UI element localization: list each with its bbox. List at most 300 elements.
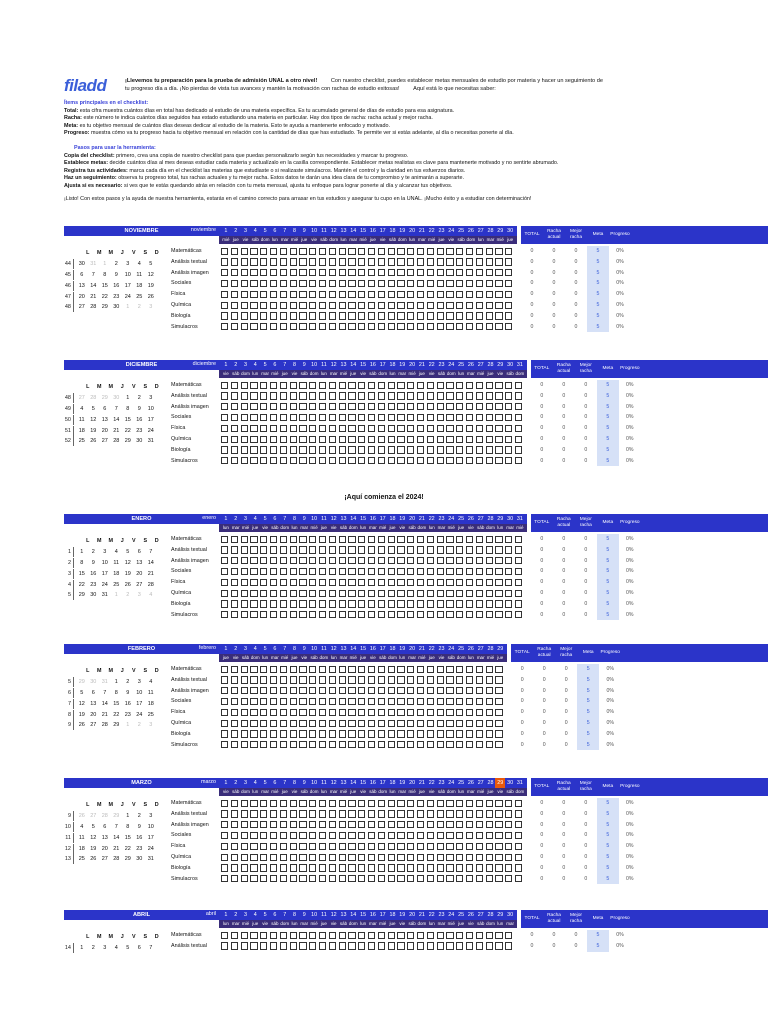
day-checkbox[interactable] xyxy=(358,720,365,727)
day-checkbox[interactable] xyxy=(299,810,306,817)
day-checkbox[interactable] xyxy=(495,832,502,839)
day-checkbox[interactable] xyxy=(427,832,434,839)
day-checkbox[interactable] xyxy=(250,687,257,694)
day-checkbox[interactable] xyxy=(368,269,375,276)
day-checkbox[interactable] xyxy=(417,720,424,727)
day-checkbox[interactable] xyxy=(280,720,287,727)
day-checkbox[interactable] xyxy=(397,821,404,828)
day-checkbox[interactable] xyxy=(446,536,453,543)
day-checkbox[interactable] xyxy=(221,821,228,828)
day-checkbox[interactable] xyxy=(299,864,306,871)
day-checkbox[interactable] xyxy=(319,600,326,607)
day-checkbox[interactable] xyxy=(231,280,238,287)
day-checkbox[interactable] xyxy=(309,392,316,399)
day-checkbox[interactable] xyxy=(515,557,522,564)
day-checkbox[interactable] xyxy=(466,821,473,828)
day-checkbox[interactable] xyxy=(299,269,306,276)
day-checkbox[interactable] xyxy=(446,291,453,298)
day-checkbox[interactable] xyxy=(329,687,336,694)
day-checkbox[interactable] xyxy=(348,557,355,564)
day-checkbox[interactable] xyxy=(495,666,502,673)
day-checkbox[interactable] xyxy=(388,536,395,543)
day-checkbox[interactable] xyxy=(329,302,336,309)
day-checkbox[interactable] xyxy=(339,446,346,453)
day-checkbox[interactable] xyxy=(456,248,463,255)
day-checkbox[interactable] xyxy=(486,579,493,586)
day-checkbox[interactable] xyxy=(368,568,375,575)
day-checkbox[interactable] xyxy=(427,720,434,727)
day-checkbox[interactable] xyxy=(280,248,287,255)
day-checkbox[interactable] xyxy=(505,312,512,319)
day-checkbox[interactable] xyxy=(427,600,434,607)
day-checkbox[interactable] xyxy=(309,821,316,828)
day-checkbox[interactable] xyxy=(250,730,257,737)
day-checkbox[interactable] xyxy=(378,546,385,553)
day-checkbox[interactable] xyxy=(378,810,385,817)
day-checkbox[interactable] xyxy=(290,323,297,330)
day-checkbox[interactable] xyxy=(299,666,306,673)
day-checkbox[interactable] xyxy=(299,800,306,807)
day-checkbox[interactable] xyxy=(505,248,512,255)
day-checkbox[interactable] xyxy=(231,730,238,737)
day-checkbox[interactable] xyxy=(388,864,395,871)
day-checkbox[interactable] xyxy=(407,590,414,597)
day-checkbox[interactable] xyxy=(446,698,453,705)
day-checkbox[interactable] xyxy=(397,698,404,705)
day-checkbox[interactable] xyxy=(270,291,277,298)
day-checkbox[interactable] xyxy=(270,457,277,464)
meta-value[interactable]: 5 xyxy=(597,566,619,577)
day-checkbox[interactable] xyxy=(446,248,453,255)
day-checkbox[interactable] xyxy=(515,810,522,817)
day-checkbox[interactable] xyxy=(397,425,404,432)
day-checkbox[interactable] xyxy=(437,720,444,727)
day-checkbox[interactable] xyxy=(270,821,277,828)
day-checkbox[interactable] xyxy=(388,403,395,410)
day-checkbox[interactable] xyxy=(280,611,287,618)
meta-value[interactable]: 5 xyxy=(597,809,619,820)
day-checkbox[interactable] xyxy=(231,414,238,421)
day-checkbox[interactable] xyxy=(397,436,404,443)
day-checkbox[interactable] xyxy=(339,590,346,597)
day-checkbox[interactable] xyxy=(231,932,238,939)
day-checkbox[interactable] xyxy=(495,843,502,850)
day-checkbox[interactable] xyxy=(368,666,375,673)
day-checkbox[interactable] xyxy=(407,392,414,399)
day-checkbox[interactable] xyxy=(476,269,483,276)
day-checkbox[interactable] xyxy=(446,666,453,673)
day-checkbox[interactable] xyxy=(309,457,316,464)
day-checkbox[interactable] xyxy=(280,546,287,553)
day-checkbox[interactable] xyxy=(309,854,316,861)
day-checkbox[interactable] xyxy=(456,864,463,871)
day-checkbox[interactable] xyxy=(417,600,424,607)
meta-value[interactable]: 5 xyxy=(577,675,599,686)
day-checkbox[interactable] xyxy=(339,821,346,828)
day-checkbox[interactable] xyxy=(309,611,316,618)
day-checkbox[interactable] xyxy=(446,446,453,453)
meta-value[interactable]: 5 xyxy=(597,545,619,556)
meta-value[interactable]: 5 xyxy=(587,257,609,268)
day-checkbox[interactable] xyxy=(437,403,444,410)
day-checkbox[interactable] xyxy=(388,557,395,564)
meta-value[interactable]: 5 xyxy=(587,322,609,333)
day-checkbox[interactable] xyxy=(339,942,346,949)
day-checkbox[interactable] xyxy=(437,302,444,309)
day-checkbox[interactable] xyxy=(270,611,277,618)
day-checkbox[interactable] xyxy=(378,709,385,716)
day-checkbox[interactable] xyxy=(437,269,444,276)
day-checkbox[interactable] xyxy=(368,741,375,748)
day-checkbox[interactable] xyxy=(486,312,493,319)
day-checkbox[interactable] xyxy=(407,536,414,543)
day-checkbox[interactable] xyxy=(407,414,414,421)
day-checkbox[interactable] xyxy=(348,854,355,861)
day-checkbox[interactable] xyxy=(299,536,306,543)
day-checkbox[interactable] xyxy=(348,698,355,705)
day-checkbox[interactable] xyxy=(241,248,248,255)
day-checkbox[interactable] xyxy=(339,536,346,543)
day-checkbox[interactable] xyxy=(417,932,424,939)
day-checkbox[interactable] xyxy=(329,425,336,432)
day-checkbox[interactable] xyxy=(319,730,326,737)
day-checkbox[interactable] xyxy=(358,258,365,265)
day-checkbox[interactable] xyxy=(231,720,238,727)
day-checkbox[interactable] xyxy=(280,687,287,694)
day-checkbox[interactable] xyxy=(388,698,395,705)
day-checkbox[interactable] xyxy=(368,590,375,597)
day-checkbox[interactable] xyxy=(241,741,248,748)
day-checkbox[interactable] xyxy=(456,600,463,607)
day-checkbox[interactable] xyxy=(339,810,346,817)
day-checkbox[interactable] xyxy=(437,579,444,586)
day-checkbox[interactable] xyxy=(505,854,512,861)
day-checkbox[interactable] xyxy=(270,414,277,421)
day-checkbox[interactable] xyxy=(378,676,385,683)
day-checkbox[interactable] xyxy=(270,698,277,705)
day-checkbox[interactable] xyxy=(250,821,257,828)
day-checkbox[interactable] xyxy=(388,676,395,683)
day-checkbox[interactable] xyxy=(486,875,493,882)
day-checkbox[interactable] xyxy=(446,557,453,564)
day-checkbox[interactable] xyxy=(329,854,336,861)
day-checkbox[interactable] xyxy=(437,666,444,673)
day-checkbox[interactable] xyxy=(407,854,414,861)
day-checkbox[interactable] xyxy=(495,269,502,276)
meta-value[interactable]: 5 xyxy=(597,820,619,831)
day-checkbox[interactable] xyxy=(466,720,473,727)
day-checkbox[interactable] xyxy=(417,291,424,298)
day-checkbox[interactable] xyxy=(495,720,502,727)
day-checkbox[interactable] xyxy=(388,720,395,727)
day-checkbox[interactable] xyxy=(260,414,267,421)
day-checkbox[interactable] xyxy=(231,536,238,543)
day-checkbox[interactable] xyxy=(339,709,346,716)
day-checkbox[interactable] xyxy=(290,425,297,432)
day-checkbox[interactable] xyxy=(241,436,248,443)
day-checkbox[interactable] xyxy=(319,269,326,276)
day-checkbox[interactable] xyxy=(437,546,444,553)
day-checkbox[interactable] xyxy=(476,854,483,861)
day-checkbox[interactable] xyxy=(299,302,306,309)
day-checkbox[interactable] xyxy=(476,568,483,575)
day-checkbox[interactable] xyxy=(388,312,395,319)
day-checkbox[interactable] xyxy=(397,709,404,716)
day-checkbox[interactable] xyxy=(466,403,473,410)
day-checkbox[interactable] xyxy=(358,821,365,828)
day-checkbox[interactable] xyxy=(476,579,483,586)
day-checkbox[interactable] xyxy=(319,403,326,410)
day-checkbox[interactable] xyxy=(319,821,326,828)
day-checkbox[interactable] xyxy=(368,414,375,421)
day-checkbox[interactable] xyxy=(358,302,365,309)
day-checkbox[interactable] xyxy=(466,590,473,597)
day-checkbox[interactable] xyxy=(427,800,434,807)
day-checkbox[interactable] xyxy=(397,269,404,276)
day-checkbox[interactable] xyxy=(309,323,316,330)
day-checkbox[interactable] xyxy=(505,557,512,564)
day-checkbox[interactable] xyxy=(417,800,424,807)
day-checkbox[interactable] xyxy=(407,932,414,939)
day-checkbox[interactable] xyxy=(437,932,444,939)
day-checkbox[interactable] xyxy=(250,446,257,453)
day-checkbox[interactable] xyxy=(231,457,238,464)
day-checkbox[interactable] xyxy=(348,323,355,330)
day-checkbox[interactable] xyxy=(515,854,522,861)
day-checkbox[interactable] xyxy=(456,269,463,276)
day-checkbox[interactable] xyxy=(437,843,444,850)
day-checkbox[interactable] xyxy=(515,425,522,432)
day-checkbox[interactable] xyxy=(397,392,404,399)
day-checkbox[interactable] xyxy=(427,864,434,871)
day-checkbox[interactable] xyxy=(505,832,512,839)
day-checkbox[interactable] xyxy=(270,843,277,850)
day-checkbox[interactable] xyxy=(290,536,297,543)
day-checkbox[interactable] xyxy=(309,536,316,543)
day-checkbox[interactable] xyxy=(299,280,306,287)
day-checkbox[interactable] xyxy=(476,392,483,399)
day-checkbox[interactable] xyxy=(378,392,385,399)
day-checkbox[interactable] xyxy=(505,269,512,276)
day-checkbox[interactable] xyxy=(368,258,375,265)
day-checkbox[interactable] xyxy=(250,832,257,839)
day-checkbox[interactable] xyxy=(466,425,473,432)
day-checkbox[interactable] xyxy=(348,536,355,543)
day-checkbox[interactable] xyxy=(466,291,473,298)
day-checkbox[interactable] xyxy=(407,843,414,850)
day-checkbox[interactable] xyxy=(466,269,473,276)
day-checkbox[interactable] xyxy=(388,932,395,939)
day-checkbox[interactable] xyxy=(329,932,336,939)
day-checkbox[interactable] xyxy=(437,536,444,543)
day-checkbox[interactable] xyxy=(319,741,326,748)
day-checkbox[interactable] xyxy=(231,403,238,410)
day-checkbox[interactable] xyxy=(407,864,414,871)
day-checkbox[interactable] xyxy=(280,666,287,673)
day-checkbox[interactable] xyxy=(466,312,473,319)
day-checkbox[interactable] xyxy=(427,687,434,694)
day-checkbox[interactable] xyxy=(495,302,502,309)
day-checkbox[interactable] xyxy=(515,875,522,882)
day-checkbox[interactable] xyxy=(280,832,287,839)
meta-value[interactable]: 5 xyxy=(597,456,619,467)
day-checkbox[interactable] xyxy=(270,269,277,276)
day-checkbox[interactable] xyxy=(270,730,277,737)
day-checkbox[interactable] xyxy=(368,436,375,443)
day-checkbox[interactable] xyxy=(495,942,502,949)
day-checkbox[interactable] xyxy=(495,875,502,882)
day-checkbox[interactable] xyxy=(250,382,257,389)
day-checkbox[interactable] xyxy=(456,436,463,443)
day-checkbox[interactable] xyxy=(221,600,228,607)
day-checkbox[interactable] xyxy=(299,676,306,683)
meta-value[interactable]: 5 xyxy=(597,445,619,456)
meta-value[interactable]: 5 xyxy=(597,380,619,391)
day-checkbox[interactable] xyxy=(417,666,424,673)
day-checkbox[interactable] xyxy=(319,536,326,543)
day-checkbox[interactable] xyxy=(260,600,267,607)
day-checkbox[interactable] xyxy=(466,932,473,939)
day-checkbox[interactable] xyxy=(486,676,493,683)
day-checkbox[interactable] xyxy=(319,546,326,553)
day-checkbox[interactable] xyxy=(495,457,502,464)
day-checkbox[interactable] xyxy=(427,875,434,882)
day-checkbox[interactable] xyxy=(221,392,228,399)
day-checkbox[interactable] xyxy=(319,800,326,807)
day-checkbox[interactable] xyxy=(397,414,404,421)
day-checkbox[interactable] xyxy=(515,436,522,443)
day-checkbox[interactable] xyxy=(250,843,257,850)
day-checkbox[interactable] xyxy=(358,457,365,464)
day-checkbox[interactable] xyxy=(299,730,306,737)
day-checkbox[interactable] xyxy=(358,425,365,432)
day-checkbox[interactable] xyxy=(505,810,512,817)
day-checkbox[interactable] xyxy=(309,280,316,287)
day-checkbox[interactable] xyxy=(280,323,287,330)
day-checkbox[interactable] xyxy=(241,425,248,432)
day-checkbox[interactable] xyxy=(241,269,248,276)
day-checkbox[interactable] xyxy=(437,676,444,683)
meta-value[interactable]: 5 xyxy=(587,278,609,289)
day-checkbox[interactable] xyxy=(388,382,395,389)
day-checkbox[interactable] xyxy=(427,425,434,432)
meta-value[interactable]: 5 xyxy=(597,577,619,588)
day-checkbox[interactable] xyxy=(358,579,365,586)
day-checkbox[interactable] xyxy=(417,687,424,694)
day-checkbox[interactable] xyxy=(437,611,444,618)
day-checkbox[interactable] xyxy=(437,709,444,716)
day-checkbox[interactable] xyxy=(427,709,434,716)
day-checkbox[interactable] xyxy=(456,611,463,618)
day-checkbox[interactable] xyxy=(290,698,297,705)
day-checkbox[interactable] xyxy=(466,248,473,255)
day-checkbox[interactable] xyxy=(505,258,512,265)
day-checkbox[interactable] xyxy=(515,579,522,586)
day-checkbox[interactable] xyxy=(388,600,395,607)
day-checkbox[interactable] xyxy=(250,248,257,255)
day-checkbox[interactable] xyxy=(388,800,395,807)
day-checkbox[interactable] xyxy=(446,457,453,464)
day-checkbox[interactable] xyxy=(388,832,395,839)
day-checkbox[interactable] xyxy=(299,425,306,432)
day-checkbox[interactable] xyxy=(456,676,463,683)
day-checkbox[interactable] xyxy=(368,403,375,410)
day-checkbox[interactable] xyxy=(221,248,228,255)
day-checkbox[interactable] xyxy=(407,666,414,673)
day-checkbox[interactable] xyxy=(280,600,287,607)
day-checkbox[interactable] xyxy=(456,382,463,389)
day-checkbox[interactable] xyxy=(339,832,346,839)
day-checkbox[interactable] xyxy=(339,600,346,607)
day-checkbox[interactable] xyxy=(427,291,434,298)
day-checkbox[interactable] xyxy=(417,403,424,410)
meta-value[interactable]: 5 xyxy=(597,830,619,841)
day-checkbox[interactable] xyxy=(231,302,238,309)
day-checkbox[interactable] xyxy=(437,821,444,828)
day-checkbox[interactable] xyxy=(250,709,257,716)
day-checkbox[interactable] xyxy=(280,291,287,298)
day-checkbox[interactable] xyxy=(270,810,277,817)
day-checkbox[interactable] xyxy=(417,557,424,564)
day-checkbox[interactable] xyxy=(437,457,444,464)
day-checkbox[interactable] xyxy=(250,312,257,319)
day-checkbox[interactable] xyxy=(358,932,365,939)
day-checkbox[interactable] xyxy=(250,579,257,586)
day-checkbox[interactable] xyxy=(309,810,316,817)
day-checkbox[interactable] xyxy=(309,800,316,807)
day-checkbox[interactable] xyxy=(495,425,502,432)
day-checkbox[interactable] xyxy=(417,875,424,882)
day-checkbox[interactable] xyxy=(456,291,463,298)
day-checkbox[interactable] xyxy=(348,280,355,287)
day-checkbox[interactable] xyxy=(476,698,483,705)
day-checkbox[interactable] xyxy=(437,557,444,564)
day-checkbox[interactable] xyxy=(221,611,228,618)
day-checkbox[interactable] xyxy=(486,600,493,607)
meta-value[interactable]: 5 xyxy=(577,707,599,718)
day-checkbox[interactable] xyxy=(446,382,453,389)
day-checkbox[interactable] xyxy=(339,676,346,683)
day-checkbox[interactable] xyxy=(456,457,463,464)
day-checkbox[interactable] xyxy=(348,425,355,432)
day-checkbox[interactable] xyxy=(241,382,248,389)
day-checkbox[interactable] xyxy=(417,425,424,432)
day-checkbox[interactable] xyxy=(280,810,287,817)
day-checkbox[interactable] xyxy=(446,436,453,443)
day-checkbox[interactable] xyxy=(309,932,316,939)
day-checkbox[interactable] xyxy=(407,579,414,586)
day-checkbox[interactable] xyxy=(319,568,326,575)
day-checkbox[interactable] xyxy=(290,821,297,828)
day-checkbox[interactable] xyxy=(309,579,316,586)
day-checkbox[interactable] xyxy=(290,302,297,309)
day-checkbox[interactable] xyxy=(241,730,248,737)
day-checkbox[interactable] xyxy=(280,730,287,737)
day-checkbox[interactable] xyxy=(241,666,248,673)
day-checkbox[interactable] xyxy=(339,666,346,673)
day-checkbox[interactable] xyxy=(515,568,522,575)
day-checkbox[interactable] xyxy=(241,832,248,839)
day-checkbox[interactable] xyxy=(505,843,512,850)
day-checkbox[interactable] xyxy=(231,579,238,586)
day-checkbox[interactable] xyxy=(329,436,336,443)
day-checkbox[interactable] xyxy=(348,666,355,673)
day-checkbox[interactable] xyxy=(241,676,248,683)
day-checkbox[interactable] xyxy=(368,323,375,330)
day-checkbox[interactable] xyxy=(339,425,346,432)
day-checkbox[interactable] xyxy=(358,414,365,421)
day-checkbox[interactable] xyxy=(456,687,463,694)
